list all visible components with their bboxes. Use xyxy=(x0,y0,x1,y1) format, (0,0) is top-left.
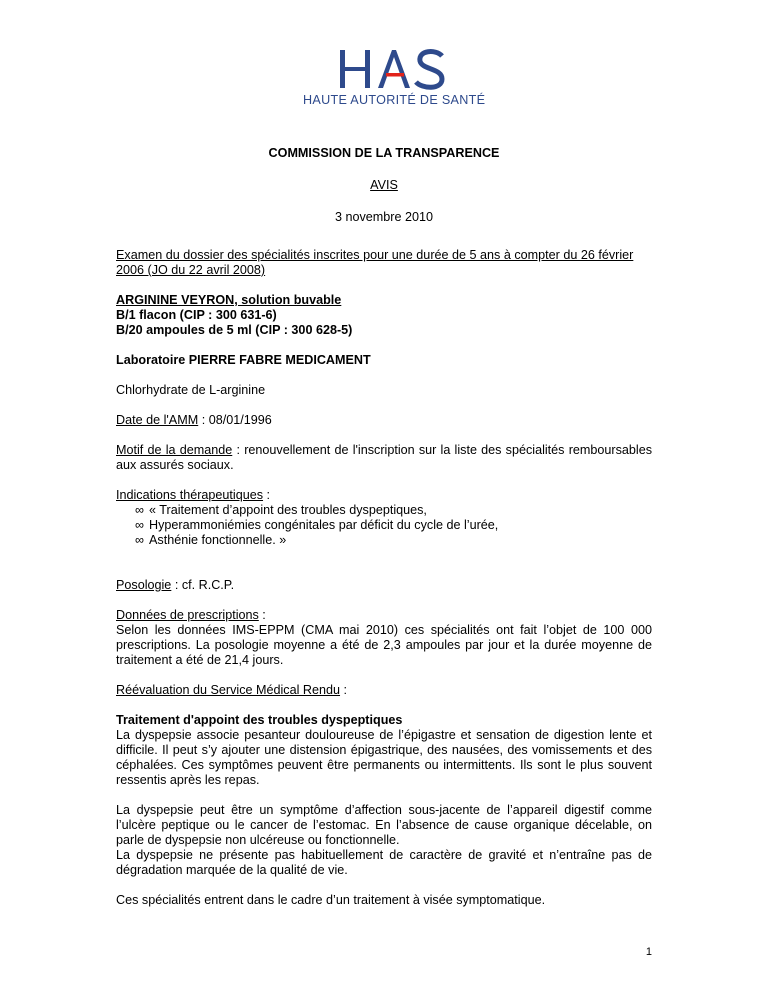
list-item xyxy=(135,518,652,533)
indications-label: Indications thérapeutiques xyxy=(116,488,264,502)
motif-value: : renouvellement de l'inscription sur la liste des spécialités remboursables aux assurés sociaux. xyxy=(116,443,652,472)
indication-text: « Traitement d’appoint des troubles dyspeptiques, xyxy=(149,503,427,517)
amm-value: : 08/01/1996 xyxy=(198,413,272,427)
document-body xyxy=(116,146,652,908)
infinity-bullet-icon: ∞ xyxy=(135,503,144,517)
reevaluation-subheading: Traitement d'appoint des troubles dyspeptiques xyxy=(116,713,403,727)
avis-title: AVIS xyxy=(370,178,398,192)
page-number: 1 xyxy=(645,946,652,958)
indications-suffix: : xyxy=(263,488,271,502)
reevaluation-paragraph-2: La dyspepsie peut être un symptôme d’affection sous-jacente de l’appareil digestif comme l’ulcère peptique ou le cancer de l’estomac. En l’absence de cause organique décelable, on parle de dyspepsie non ulcéreuse ou fonctionnelle. xyxy=(116,803,652,847)
substance: Chlorhydrate de L-arginine xyxy=(116,383,266,397)
reevaluation-label: Réévaluation du Service Médical Rendu xyxy=(116,683,341,697)
commission-title: COMMISSION DE LA TRANSPARENCE xyxy=(268,146,500,160)
reevaluation-paragraph-1: La dyspepsie associe pesanteur douloureuse de l’épigastre et sensation de digestion lente et difficile. Il peut s’y ajouter une distension épigastrique, des nausées, des vomissements et des céphalées. Ces symptômes peuvent être permanents ou intermittents. Ils sont le plus souvent ressentis après les repas. xyxy=(116,728,652,787)
logo-subtitle: HAUTE AUTORITÉ DE SANTÉ xyxy=(303,93,486,107)
indications-list xyxy=(116,503,652,548)
posologie xyxy=(116,578,652,593)
laboratoire: Laboratoire PIERRE FABRE MEDICAMENT xyxy=(116,353,371,367)
avis-date: 3 novembre 2010 xyxy=(334,210,434,224)
prescriptions-label: Données de prescriptions xyxy=(116,608,259,622)
product-name: ARGININE VEYRON, solution buvable xyxy=(116,293,342,307)
product-line-1: B/1 flacon (CIP : 300 631-6) xyxy=(116,308,277,322)
amm-date xyxy=(116,413,652,428)
list-item xyxy=(135,533,652,548)
posologie-value: : cf. R.C.P. xyxy=(171,578,235,592)
reevaluation-suffix: : xyxy=(340,683,348,697)
reevaluation-paragraph-3: La dyspepsie ne présente pas habituellement de caractère de gravité et n’entraîne pas de dégradation marquée de la qualité de vie. xyxy=(116,848,652,877)
infinity-bullet-icon: ∞ xyxy=(135,533,144,547)
reevaluation-heading xyxy=(116,683,652,698)
list-item xyxy=(135,503,652,518)
product-line-2: B/20 ampoules de 5 ml (CIP : 300 628-5) xyxy=(116,323,353,337)
prescriptions-suffix: : xyxy=(258,608,266,622)
infinity-bullet-icon: ∞ xyxy=(135,518,144,532)
reevaluation-paragraph-4: Ces spécialités entrent dans le cadre d’un traitement à visée symptomatique. xyxy=(116,893,546,907)
prescriptions-text: Selon les données IMS-EPPM (CMA mai 2010) ces spécialités ont fait l’objet de 100 000 prescriptions. La posologie moyenne a été de 2,3 ampoules par jour et la durée moyenne de traitement a été de 21,4 jours. xyxy=(116,623,652,667)
posologie-label: Posologie xyxy=(116,578,172,592)
amm-label: Date de l'AMM xyxy=(116,413,199,427)
motif-label: Motif de la demande xyxy=(116,443,233,457)
motif-demande xyxy=(116,443,652,473)
indication-text: Asthénie fonctionnelle. » xyxy=(149,533,287,547)
examen-text: Examen du dossier des spécialités inscrites pour une durée de 5 ans à compter du 26 février 2006 (JO du 22 avril 2008) xyxy=(116,248,634,277)
indication-text: Hyperammoniémies congénitales par déficit du cycle de l’urée, xyxy=(149,518,499,532)
prescriptions-heading xyxy=(116,608,652,623)
indications-heading xyxy=(116,488,652,503)
